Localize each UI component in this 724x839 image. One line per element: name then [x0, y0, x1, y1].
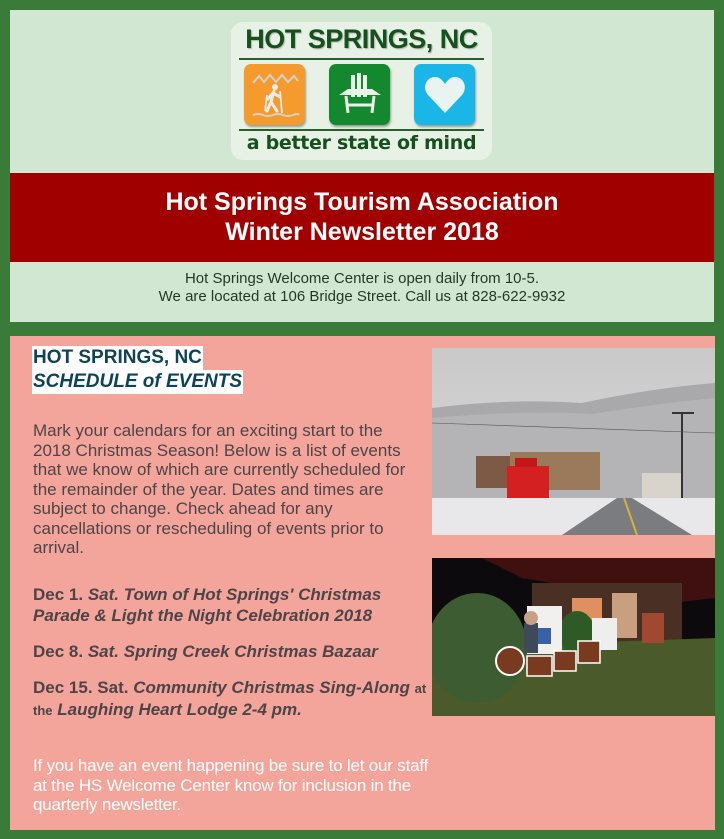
event-title: Community Christmas Sing-Along: [133, 678, 410, 697]
heart-icon: [414, 64, 475, 125]
event-connector: at the: [33, 681, 427, 718]
logo-tagline: a better state of mind: [246, 132, 477, 154]
event-location: Laughing Heart Lodge 2-4 pm.: [57, 700, 302, 719]
submit-event-note: If you have an event happening be sure to let our staff at the HS Welcome Center know for inclusion in the quarterly newsletter.: [33, 756, 429, 814]
logo-title: HOT SPRINGS, NC: [245, 24, 478, 54]
event-title: Spring Creek Christmas Bazaar: [123, 642, 378, 661]
events-list: [33, 584, 433, 736]
event-item: [33, 677, 433, 721]
adirondack-chair-icon: [329, 64, 390, 125]
schedule-heading: [32, 346, 243, 394]
logo-divider: [239, 58, 484, 60]
hot-springs-logo: [231, 22, 492, 160]
event-item: [33, 584, 433, 626]
event-date: Dec 8.: [33, 642, 84, 661]
snowy-town-photo: [432, 348, 715, 535]
event-day: Sat.: [97, 678, 129, 697]
location-text: We are located at 106 Bridge Street. Call us at 828-622-9932: [158, 288, 566, 305]
welcome-center-info: [10, 270, 714, 306]
newsletter-title-banner: [10, 173, 714, 262]
gingerbread-display-photo: [432, 558, 715, 716]
event-date: Dec 1.: [33, 585, 84, 604]
hours-text: Hot Springs Welcome Center is open daily from 10-5.: [184, 270, 540, 287]
event-date: Dec 15.: [33, 678, 93, 697]
banner-subtitle: Winter Newsletter 2018: [225, 218, 499, 246]
event-title: Town of Hot Springs' Christmas Parade & Light the Night Celebration 2018: [33, 585, 382, 625]
schedule-title: HOT SPRINGS, NC: [33, 347, 202, 368]
event-item: [33, 641, 433, 662]
event-day: Sat.: [87, 642, 120, 661]
schedule-section: [10, 336, 715, 830]
hiker-icon: [244, 64, 305, 125]
logo-divider: [239, 129, 484, 131]
schedule-intro: Mark your calendars for an exciting start to the 2018 Christmas Season! Below is a list of events that we know of which are currently scheduled for the remainder of the year. Dates and times are subject to change. Check ahead for any cancellations or rescheduling of events prior to arrival.: [33, 421, 406, 557]
schedule-subtitle: SCHEDULE of EVENTS: [33, 371, 243, 392]
banner-title: Hot Springs Tourism Association: [165, 188, 559, 216]
event-day: Sat.: [87, 585, 120, 604]
